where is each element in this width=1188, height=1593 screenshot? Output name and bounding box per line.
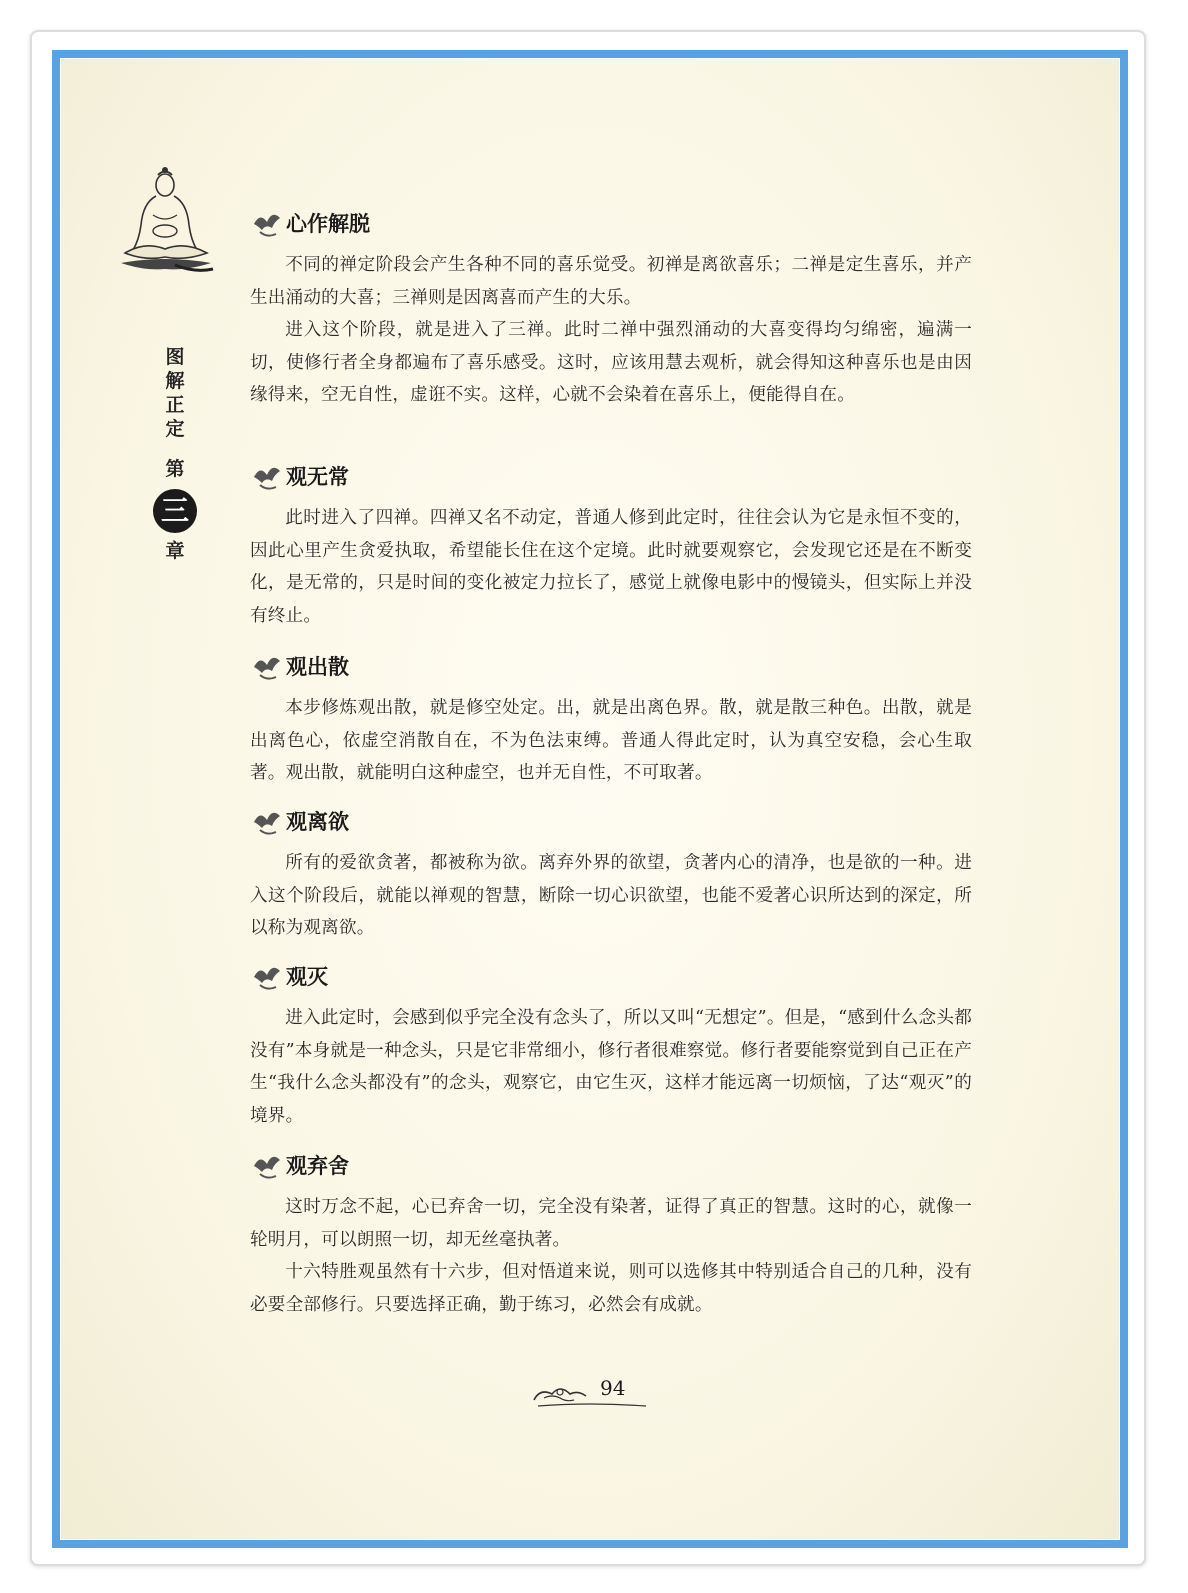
section-heading — [250, 458, 972, 494]
lotus-icon — [250, 806, 284, 836]
section-heading-text: 观离欲 — [286, 809, 349, 834]
lotus-icon — [250, 961, 284, 991]
buddha-illustration — [115, 165, 215, 277]
cloud-ornament — [530, 1376, 650, 1410]
section — [250, 803, 972, 945]
paragraph: 此时进入了四禅。四禅又名不动定，普通人修到此定时，往往会认为它是永恒不变的，因此心里产生贪爱执取，希望能长住在这个定境。此时就要观察它，会发现它还是在不断变化，是无常的，只是时间的变化被定力拉长了，感觉上就像电影中的慢镜头，但实际上并没有终止。 — [250, 508, 972, 626]
section-heading — [250, 205, 972, 241]
section-heading — [250, 648, 972, 684]
lotus-icon — [250, 461, 284, 491]
lotus-icon — [250, 208, 284, 238]
paragraph: 本步修炼观出散，就是修空处定。出，就是出离色界。散，就是散三种色。出散，就是出离色心，依虚空消散自在，不为色法束缚。普通人得此定时，认为真空安稳，会心生取著。观出散，就能明白这种虚空，也并无自性，不可取著。 — [250, 698, 972, 783]
section — [250, 205, 972, 412]
paragraph: 不同的禅定阶段会产生各种不同的喜乐觉受。初禅是离欲喜乐；二禅是定生喜乐，并产生出涌动的大喜；三禅则是因离喜而产生的大乐。 — [250, 255, 972, 308]
section-heading — [250, 958, 972, 994]
chapter-side-label — [160, 345, 190, 563]
side-title-char: 图 — [165, 346, 185, 368]
side-zhang-char: 章 — [165, 540, 185, 562]
section — [250, 648, 972, 790]
chapter-number-badge — [153, 489, 197, 533]
lotus-icon — [250, 651, 284, 681]
section-heading-text: 观无常 — [286, 464, 349, 489]
side-title-char: 定 — [165, 418, 185, 440]
section — [250, 1147, 972, 1321]
section-heading-text: 观出散 — [286, 654, 349, 679]
paragraph: 进入这个阶段，就是进入了三禅。此时二禅中强烈涌动的大喜变得均匀绵密，遍满一切，使修行者全身都遍布了喜乐感受。这时，应该用慧去观析，就会得知这种喜乐也是由因缘得来，空无自性，虚诳不实。这样，心就不会染着在喜乐上，便能得自在。 — [250, 320, 972, 405]
side-title-char: 解 — [165, 370, 185, 392]
section-heading-text: 观灭 — [286, 964, 328, 989]
paragraph: 进入此定时，会感到似乎完全没有念头了，所以又叫“无想定”。但是，“感到什么念头都没有”本身就是一种念头，只是它非常细小，修行者很难察觉。修行者要能察觉到自己正在产生“我什么念头都没有”的念头，观察它，由它生灭，这样才能远离一切烦恼，了达“观灭”的境界。 — [250, 1008, 972, 1126]
paragraph: 所有的爱欲贪著，都被称为欲。离弃外界的欲望，贪著内心的清净，也是欲的一种。进入这个阶段后，就能以禅观的智慧，断除一切心识欲望，也能不爱著心识所达到的深定，所以称为观离欲。 — [250, 853, 972, 938]
side-di-char: 第 — [165, 458, 185, 480]
page-number: 94 — [600, 1376, 626, 1400]
paragraph: 十六特胜观虽然有十六步，但对悟道来说，则可以选修其中特别适合自己的几种，没有必要全部修行。只要选择正确，勤于练习，必然会有成就。 — [250, 1262, 972, 1315]
section — [250, 458, 972, 632]
side-title-char: 正 — [165, 394, 185, 416]
section-heading-text: 心作解脱 — [286, 211, 370, 236]
section-heading — [250, 1147, 972, 1183]
section-heading-text: 观弃舍 — [286, 1153, 349, 1178]
section-heading — [250, 803, 972, 839]
chapter-number: 三 — [160, 494, 189, 527]
section — [250, 958, 972, 1132]
paragraph: 这时万念不起，心已弃舍一切，完全没有染著，证得了真正的智慧。这时的心，就像一轮明月，可以朗照一切，却无丝毫执著。 — [250, 1197, 972, 1250]
lotus-icon — [250, 1150, 284, 1180]
